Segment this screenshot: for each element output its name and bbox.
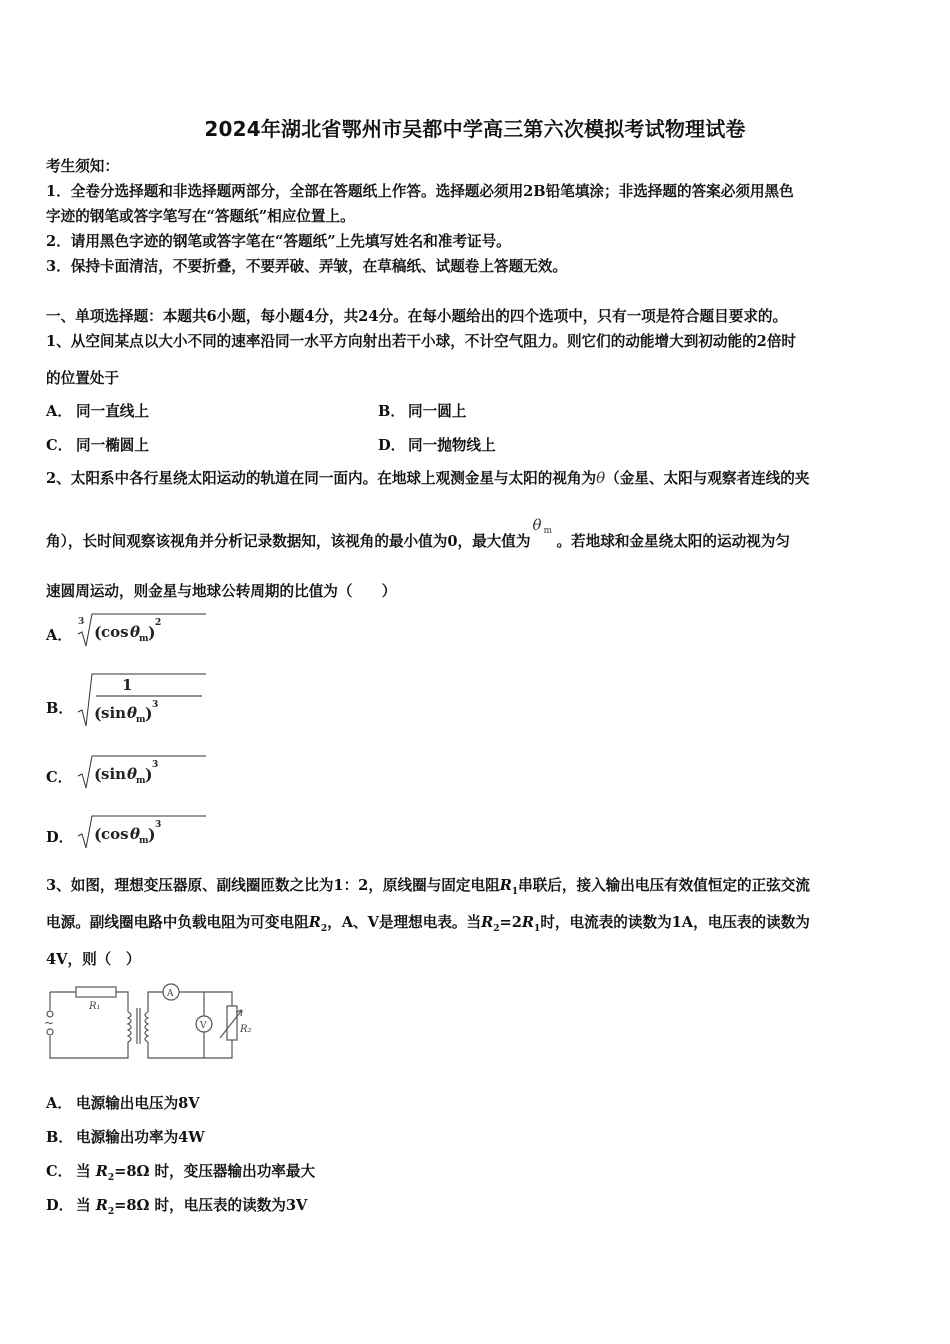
r2-symbol: R [95, 1163, 108, 1180]
r2-symbol: R [95, 1197, 108, 1214]
r1-symbol: R [499, 877, 512, 894]
q1-option-b[interactable] [378, 400, 466, 421]
option-text: =8Ω 时，电压表的读数为3V [114, 1197, 308, 1214]
q1-option-d[interactable] [378, 434, 496, 455]
r1-label: R₁ [89, 1001, 101, 1012]
option-text: =8Ω 时，变压器输出功率最大 [114, 1163, 316, 1180]
q3-text: ，A、V是理想电表。当 [327, 914, 482, 931]
r2-sub: 2 [320, 923, 328, 934]
option-text: 当 [76, 1197, 96, 1214]
r2-sub: 2 [493, 923, 500, 934]
wire [148, 1040, 232, 1058]
q1-option-a[interactable] [46, 400, 149, 421]
voltmeter-label: V [200, 1021, 207, 1031]
page-title: 2024年湖北省鄂州市吴都中学高三第六次模拟考试物理试卷 [204, 117, 746, 141]
notice-heading: 考生须知： [46, 158, 119, 175]
math-expression [76, 672, 216, 730]
q2-text: 角），长时间观察该视角并分析记录数据知，该视角的最小值为0，最大值为 [46, 533, 531, 550]
exponent: 2 [155, 618, 162, 628]
func-name: sin [101, 704, 127, 722]
r2-sub: 2 [107, 1206, 115, 1217]
q3-option-a[interactable] [46, 1092, 200, 1113]
option-letter: A． [46, 403, 72, 420]
q1-option-c[interactable] [46, 434, 149, 455]
primary-coil [128, 1012, 131, 1042]
func-name: sin [101, 765, 127, 783]
close-paren: ) [145, 704, 153, 723]
notice-item-3: 3．保持卡面清洁，不要折叠，不要弄破、弄皱，在草稿纸、试题卷上答题无效。 [46, 258, 567, 275]
q3-stem-line2 [46, 911, 810, 934]
q3-text: 串联后，接入输出电压有效值恒定的正弦交流 [518, 877, 810, 894]
exponent: 3 [152, 760, 159, 770]
q3-option-c[interactable] [46, 1160, 315, 1183]
option-text: 同一圆上 [408, 403, 467, 420]
math-expression [76, 812, 216, 852]
q1-stem-line2: 的位置处于 [46, 370, 119, 387]
r2-symbol: R [481, 914, 494, 931]
open-paren: ( [94, 765, 102, 784]
r2-label: R₂ [240, 1024, 252, 1035]
r1-sub: 1 [511, 886, 519, 897]
option-letter: C． [46, 1163, 73, 1180]
option-letter: A． [46, 627, 72, 644]
q2-stem-line3: 速圆周运动，则金星与地球公转周期的比值为（ ） [46, 583, 397, 600]
func-name: cos [101, 825, 129, 843]
q3-stem-line3: 4V，则（ ） [46, 951, 141, 968]
secondary-coil [145, 1012, 148, 1042]
notice-item-2: 2．请用黑色字迹的钢笔或答字笔在“答题纸”上先填写姓名和准考证号。 [46, 233, 511, 250]
option-letter: D． [378, 437, 406, 454]
q2-text: 。若地球和金星绕太阳的运动视为匀 [556, 533, 790, 550]
q3-text: 3、如图，理想变压器原、副线圈匝数之比为1：2，原线圈与固定电阻 [46, 877, 500, 894]
q2-text: 2、太阳系中各行星绕太阳运动的轨道在同一面内。在地球上观测金星与太阳的视角为 [46, 470, 597, 487]
wire [50, 1036, 128, 1058]
wire [148, 992, 163, 1012]
circuit-diagram [40, 982, 260, 1066]
option-letter: B． [46, 1129, 73, 1146]
resistor-r1 [76, 987, 116, 997]
radical-index: 3 [78, 617, 85, 627]
option-letter: D． [46, 829, 74, 846]
theta-symbol: θ [596, 469, 606, 487]
close-paren: ) [148, 623, 156, 642]
theta-sub: m [139, 836, 149, 846]
option-letter: C． [46, 769, 73, 786]
option-letter: C． [46, 437, 73, 454]
wire [179, 992, 232, 1006]
r2-symbol: R [308, 914, 321, 931]
q3-option-d[interactable] [46, 1194, 307, 1217]
theta-symbol: θ [130, 623, 141, 641]
theta-symbol: θ [130, 825, 141, 843]
r1-sub: 1 [534, 923, 541, 934]
exponent: 3 [152, 700, 159, 710]
option-letter: B． [378, 403, 405, 420]
q2-stem-line2 [46, 516, 790, 551]
notice-item-1a: 1．全卷分选择题和非选择题两部分，全部在答题纸上作答。选择题必须用2B铅笔填涂；非选择题的答案必须用黑色 [46, 183, 794, 200]
option-text: 同一椭圆上 [76, 437, 149, 454]
option-letter: B． [46, 700, 73, 717]
notice-item-1b: 字迹的钢笔或答字笔写在“答题纸”相应位置上。 [46, 208, 355, 225]
theta-m-symbol: θ m [532, 516, 552, 536]
option-text: 电源输出功率为4W [76, 1129, 205, 1146]
open-paren: ( [94, 623, 102, 642]
math-expression [76, 752, 216, 792]
close-paren: ) [145, 765, 153, 784]
q2-stem-line1 [46, 467, 810, 488]
theta-sub: m [139, 634, 149, 644]
theta-sub: m [136, 715, 146, 725]
r2-sub: 2 [107, 1172, 115, 1183]
option-text: 同一直线上 [76, 403, 149, 420]
q3-text: =2 [499, 914, 522, 931]
numerator: 1 [122, 676, 133, 694]
q3-text: 电源。副线圈电路中负载电阻为可变电阻 [46, 914, 309, 931]
math-expression [76, 610, 216, 650]
open-paren: ( [94, 704, 102, 723]
option-text: 当 [76, 1163, 96, 1180]
theta-sub: m [136, 776, 146, 786]
section-heading: 一、单项选择题：本题共6小题，每小题4分，共24分。在每小题给出的四个选项中，只有一项是符合题目要求的。 [46, 308, 788, 325]
theta-symbol: θ [127, 704, 138, 722]
q3-stem-line1 [46, 874, 810, 897]
option-letter: A． [46, 1095, 72, 1112]
close-paren: ) [148, 825, 156, 844]
q3-option-b[interactable] [46, 1126, 205, 1147]
q3-text: 时，电流表的读数为1A，电压表的读数为 [540, 914, 810, 931]
q2-text: （金星、太阳与观察者连线的夹 [605, 470, 810, 487]
r1-symbol: R [521, 914, 535, 931]
ac-source-icon: ~ [44, 1016, 55, 1030]
func-name: cos [101, 623, 129, 641]
theta-symbol: θ [127, 765, 138, 783]
option-text: 电源输出电压为8V [76, 1095, 200, 1112]
exponent: 3 [155, 820, 162, 830]
open-paren: ( [94, 825, 102, 844]
wire [116, 992, 128, 1012]
option-letter: D． [46, 1197, 74, 1214]
ammeter-label: A [167, 989, 174, 999]
q1-stem-line1: 1、从空间某点以大小不同的速率沿同一水平方向射出若干小球，不计空气阻力。则它们的动能增大到初动能的2倍时 [46, 333, 797, 350]
rheostat-arrow [220, 1010, 242, 1038]
option-text: 同一抛物线上 [408, 437, 496, 454]
